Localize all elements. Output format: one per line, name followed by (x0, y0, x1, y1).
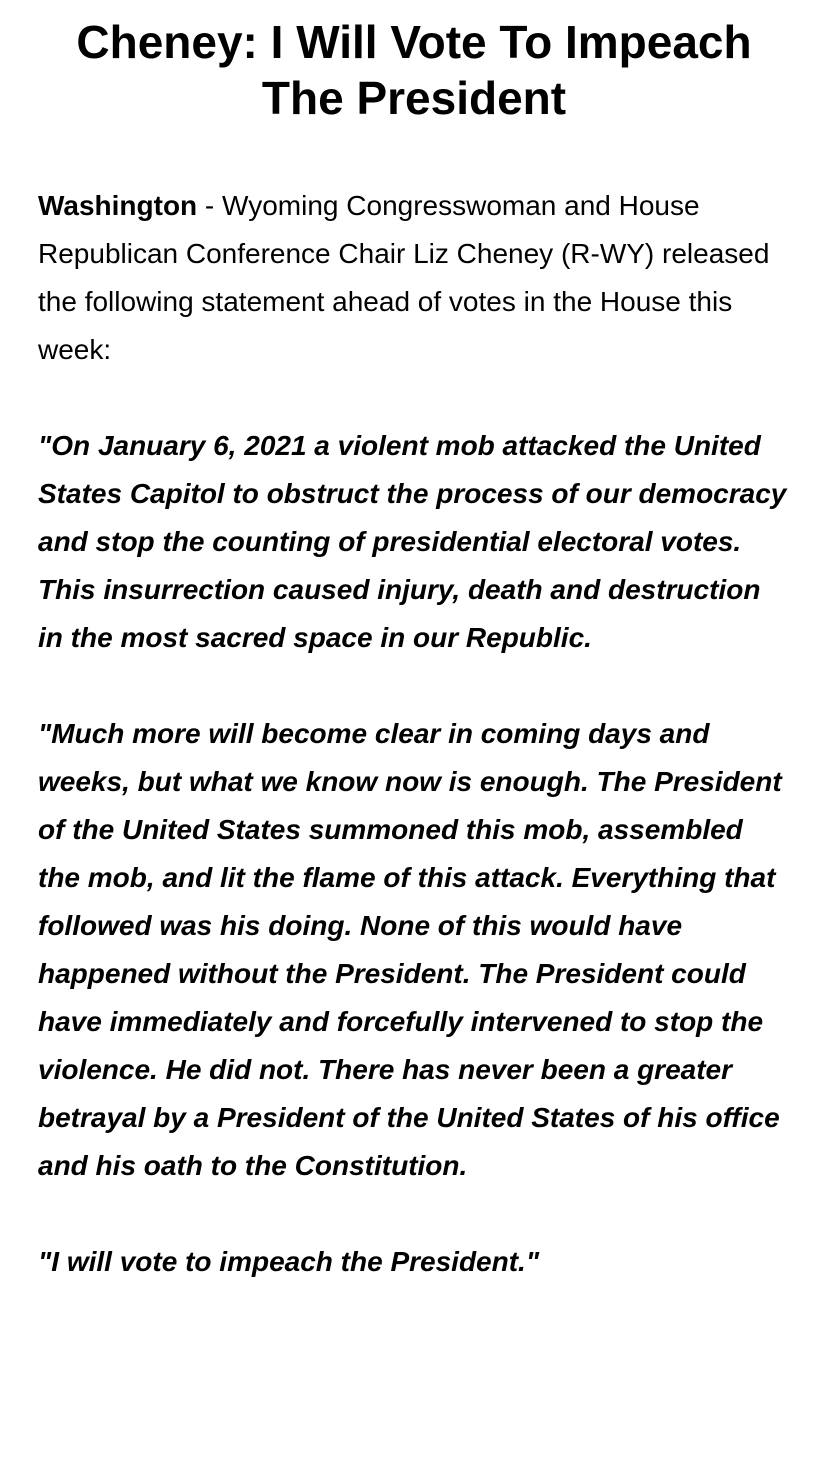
quote-paragraph-2: "Much more will become clear in coming days and weeks, but what we know now is enough. The President of the United States summoned this mob, assembled the mob, and lit the flame of this attack. Everything that followed was his doing. None of this would have happened without the President. The President could have immediately and forcefully intervened to stop the violence. He did not. There has never been a greater betrayal by a President of the United States of his office and his oath to the Constitution. (38, 718, 782, 1181)
quote-paragraph-1: "On January 6, 2021 a violent mob attacked the United States Capitol to obstruct the process of our democracy and stop the counting of presidential electoral votes. This insurrection caused injury, death and destruction in the most sacred space in our Republic. (38, 430, 787, 653)
headline: Cheney: I Will Vote To Impeach The President (76, 16, 752, 124)
dateline: Washington (38, 190, 198, 221)
dateline-separator: - (197, 190, 223, 221)
press-release (0, 14, 828, 1464)
lede-paragraph (38, 182, 790, 374)
lede-text: Wyoming Congresswoman and House Republican Conference Chair Liz Cheney (R-WY) released the following statement ahead of votes in the House this week: (38, 190, 770, 365)
quote-paragraph-3: "I will vote to impeach the President." (38, 1246, 540, 1277)
